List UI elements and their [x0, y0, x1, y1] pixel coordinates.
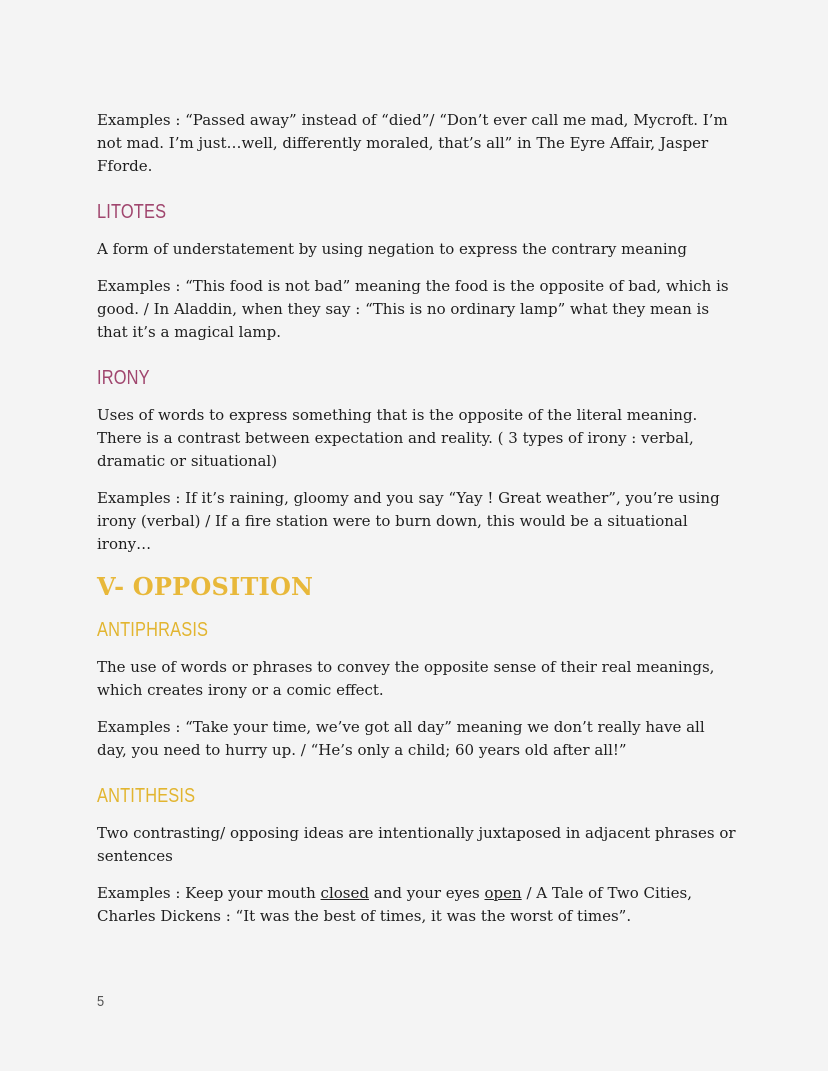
antithesis-examples [97, 882, 737, 928]
antithesis-examples-prefix: Examples : Keep your mouth [97, 884, 321, 902]
antithesis-heading: ANTITHESIS [97, 785, 196, 807]
antithesis-definition: Two contrasting/ opposing ideas are intentionally juxtaposed in adjacent phrases or sentences [97, 824, 736, 865]
antiphrasis-heading: ANTIPHRASIS [97, 619, 209, 641]
section-title: V- OPPOSITION [97, 572, 314, 601]
antiphrasis-definition: The use of words or phrases to convey the opposite sense of their real meanings, which creates irony or a comic effect. [97, 658, 715, 699]
litotes-definition: A form of understatement by using negation to express the contrary meaning [97, 240, 687, 258]
irony-examples: Examples : If it’s raining, gloomy and you say “Yay ! Great weather”, you’re using irony (verbal) / If a fire station were to burn down, this would be a situational irony… [97, 489, 720, 553]
irony-heading: IRONY [97, 367, 150, 389]
underlined-word-closed: closed [320, 884, 369, 902]
euphemism-examples: Examples : “Passed away” instead of “died”/ “Don’t ever call me mad, Mycroft. I’m not mad. I’m just…well, differently moraled, that’s all” in The Eyre Affair, Jasper Fforde. [97, 111, 728, 175]
antithesis-examples-mid: and your eyes [368, 884, 485, 902]
document-page [97, 109, 737, 928]
underlined-word-open: open [484, 884, 522, 902]
antiphrasis-examples: Examples : “Take your time, we’ve got all day” meaning we don’t really have all day, you need to hurry up. / “He’s only a child; 60 years old after all!” [97, 718, 705, 759]
page-number: 5 [97, 993, 105, 1010]
irony-definition: Uses of words to express something that is the opposite of the literal meaning. There is a contrast between expectation and reality. ( 3 types of irony : verbal, dramatic or situational) [97, 406, 698, 470]
litotes-heading: LITOTES [97, 201, 167, 223]
litotes-examples: Examples : “This food is not bad” meaning the food is the opposite of bad, which is good. / In Aladdin, when they say : “This is no ordinary lamp” what they mean is that it’s a magical lamp. [97, 277, 729, 341]
antithesis-examples-suffix: / A Tale of Two Cities, Charles Dickens : “It was the best of times, it was the worst of times”. [97, 884, 692, 925]
